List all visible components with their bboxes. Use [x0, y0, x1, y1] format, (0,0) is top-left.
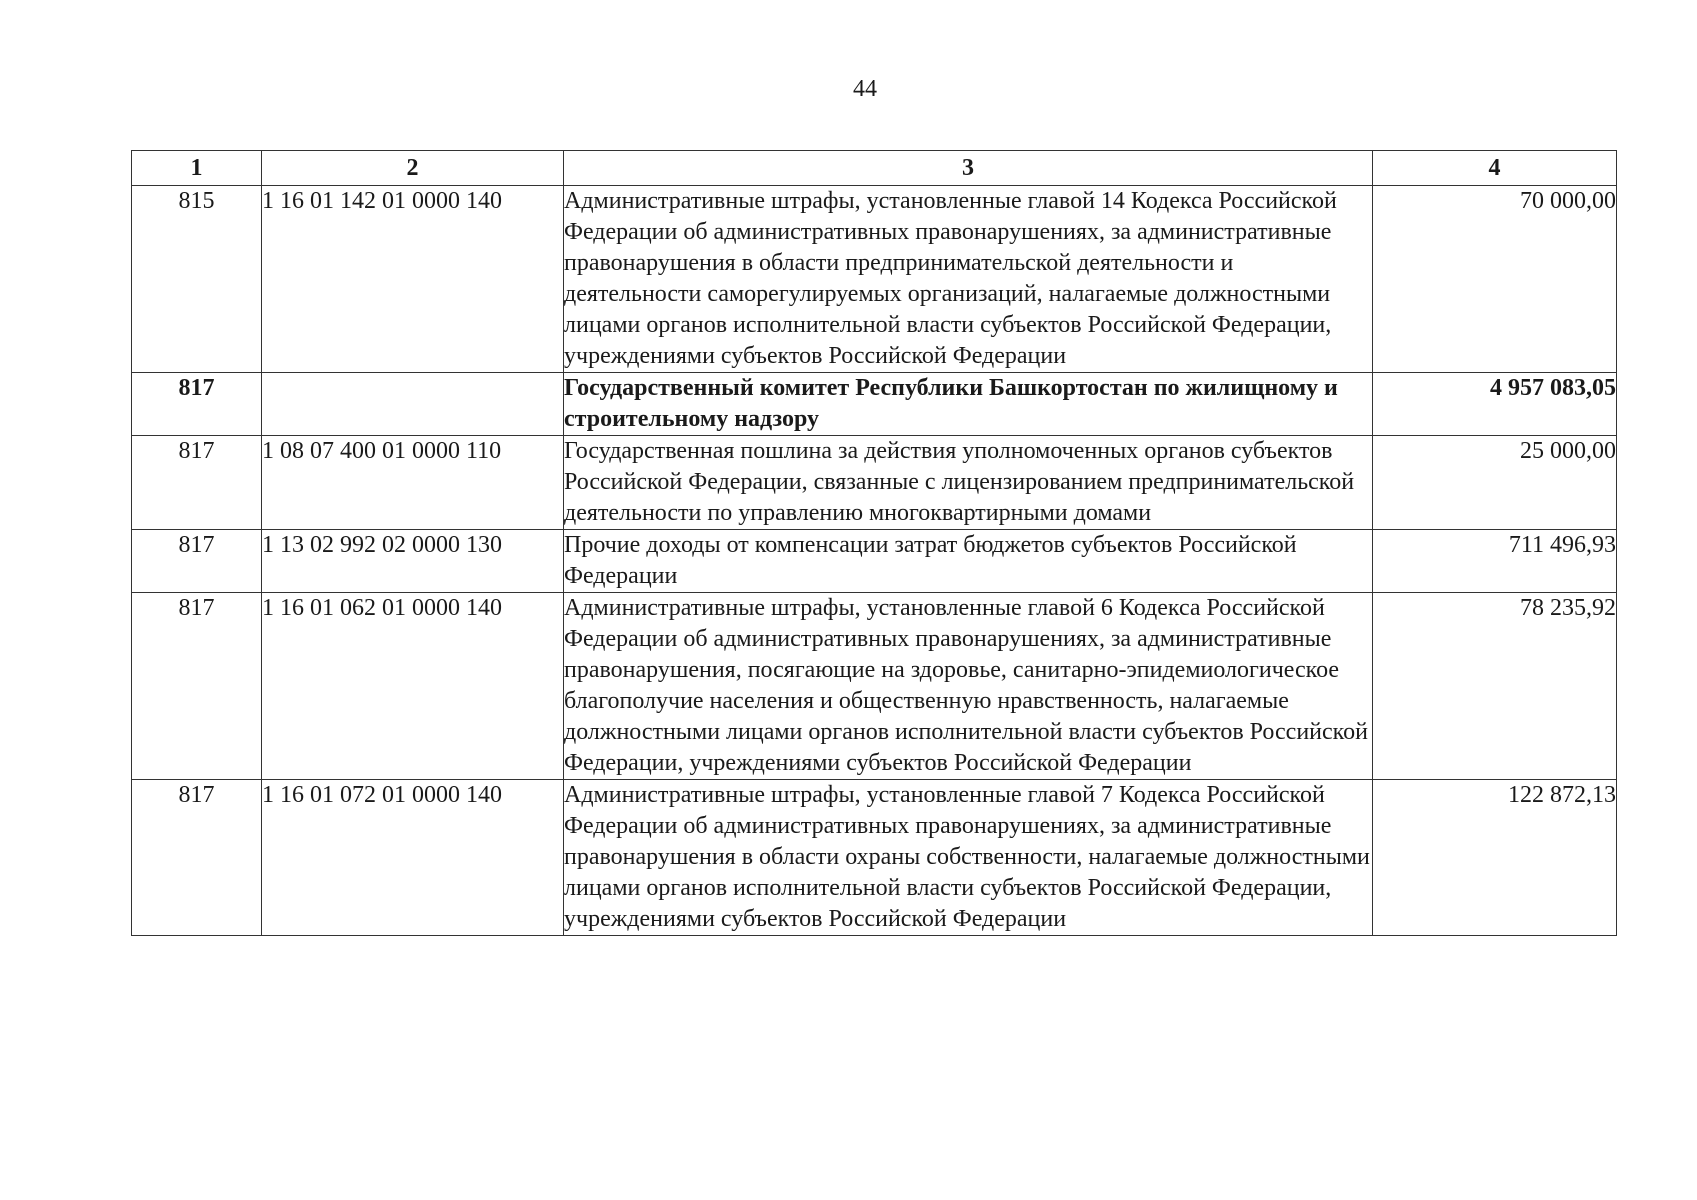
admin-code-cell: 815 — [132, 186, 262, 373]
header-col-3: 3 — [564, 151, 1373, 186]
revenue-table — [131, 150, 1617, 936]
amount-cell: 711 496,93 — [1373, 530, 1617, 593]
admin-code-cell: 817 — [132, 593, 262, 780]
admin-code-cell: 817 — [132, 530, 262, 593]
admin-code-cell: 817 — [132, 436, 262, 530]
kbk-cell — [262, 373, 564, 436]
table-row — [132, 593, 1617, 780]
header-col-2: 2 — [262, 151, 564, 186]
amount-cell: 78 235,92 — [1373, 593, 1617, 780]
header-col-4: 4 — [1373, 151, 1617, 186]
table-row — [132, 530, 1617, 593]
table-row — [132, 186, 1617, 373]
header-row — [132, 151, 1617, 186]
table-row — [132, 436, 1617, 530]
amount-cell: 25 000,00 — [1373, 436, 1617, 530]
kbk-cell: 1 16 01 142 01 0000 140 — [262, 186, 564, 373]
name-cell: Административные штрафы, установленные главой 7 Кодекса Российской Федерации об административных правонарушениях, за административные правонарушения в области охраны собственности, налагаемые должностными лицами органов исполнительной власти субъектов Российской Федерации, учреждениями субъектов Российской Федерации — [564, 780, 1373, 936]
kbk-cell: 1 13 02 992 02 0000 130 — [262, 530, 564, 593]
table-row — [132, 780, 1617, 936]
page-number: 44 — [853, 76, 877, 102]
admin-code-cell: 817 — [132, 780, 262, 936]
name-cell: Государственный комитет Республики Башкортостан по жилищному и строительному надзору — [564, 373, 1373, 436]
header-col-1: 1 — [132, 151, 262, 186]
kbk-cell: 1 16 01 062 01 0000 140 — [262, 593, 564, 780]
name-cell: Государственная пошлина за действия уполномоченных органов субъектов Российской Федерации, связанные с лицензированием предпринимательской деятельности по управлению многоквартирными домами — [564, 436, 1373, 530]
name-cell: Прочие доходы от компенсации затрат бюджетов субъектов Российской Федерации — [564, 530, 1373, 593]
table-body — [132, 186, 1617, 936]
kbk-cell: 1 08 07 400 01 0000 110 — [262, 436, 564, 530]
name-cell: Административные штрафы, установленные главой 6 Кодекса Российской Федерации об административных правонарушениях, за административные правонарушения, посягающие на здоровье, санитарно-эпидемиологическое благополучие населения и общественную нравственность, налагаемые должностными лицами органов исполнительной власти субъектов Российской Федерации, учреждениями субъектов Российской Федерации — [564, 593, 1373, 780]
amount-cell: 4 957 083,05 — [1373, 373, 1617, 436]
admin-code-cell: 817 — [132, 373, 262, 436]
amount-cell: 70 000,00 — [1373, 186, 1617, 373]
amount-cell: 122 872,13 — [1373, 780, 1617, 936]
kbk-cell: 1 16 01 072 01 0000 140 — [262, 780, 564, 936]
table-header — [132, 151, 1617, 186]
table-row-committee — [132, 373, 1617, 436]
name-cell: Административные штрафы, установленные главой 14 Кодекса Российской Федерации об административных правонарушениях, за административные правонарушения в области предпринимательской деятельности и деятельности саморегулируемых организаций, налагаемые должностными лицами органов исполнительной власти субъектов Российской Федерации, учреждениями субъектов Российской Федерации — [564, 186, 1373, 373]
